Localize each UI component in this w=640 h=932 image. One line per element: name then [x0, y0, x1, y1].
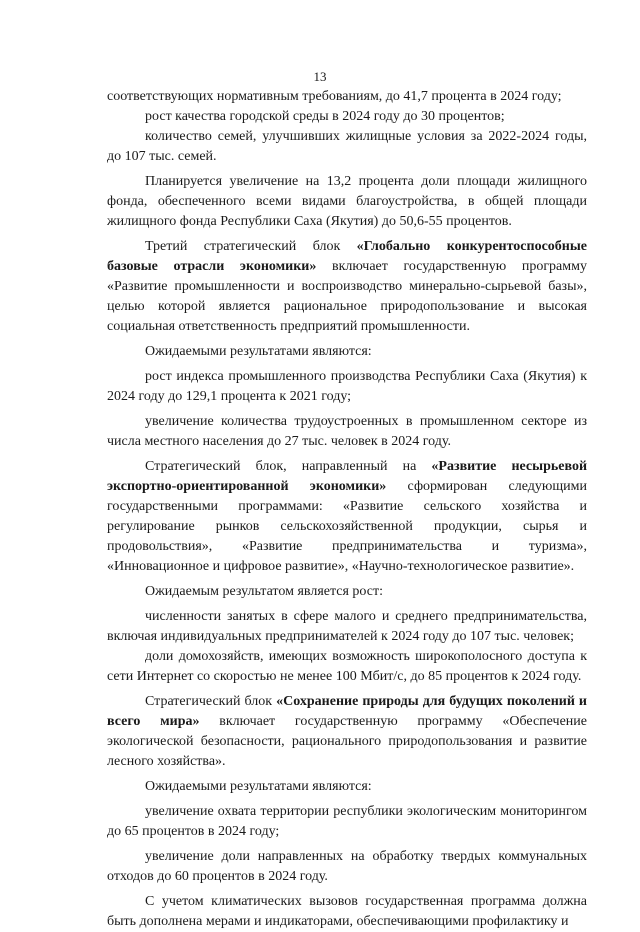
paragraph: увеличение количества трудоустроенных в промышленном секторе из числа местного населения до 27 тыс. человек в 2024 году.	[107, 414, 587, 449]
paragraph: С учетом климатических вызовов государственная программа должна быть дополнена мерами и индикаторами, обеспечивающими профилактику и	[107, 894, 587, 929]
paragraph-text: Стратегический блок	[145, 694, 277, 709]
paragraph: Ожидаемым результатом является рост:	[145, 584, 383, 599]
bold-heading: «Сохранение природы для будущих поколений и всего мира»	[107, 694, 587, 729]
paragraph	[107, 457, 587, 577]
paragraph: доли домохозяйств, имеющих возможность широкополосного доступа к сети Интернет со скоростью не менее 100 Мбит/с, до 85 процентов к 2024 году.	[107, 649, 587, 684]
paragraph-text: сформирован следующими государственными программами: «Развитие сельского хозяйства и регулирование рынков сельскохозяйственной продукции, сырья и продовольствия», «Развитие предпринимательства и туризма», «Инновационное и цифровое развитие», «Научно-технологическое развитие».	[107, 479, 587, 574]
paragraph-text: Стратегический блок, направленный на	[145, 459, 432, 474]
paragraph-text: включает государственную программу «Обеспечение экологической безопасности, рационального природопользования и развитие лесного хозяйства».	[107, 714, 587, 769]
paragraph: Ожидаемыми результатами являются:	[145, 344, 372, 359]
paragraph: увеличение доли направленных на обработку твердых коммунальных отходов до 60 процентов в 2024 году.	[107, 849, 587, 884]
bold-heading: «Развитие несырьевой экспортно-ориентированной экономики»	[107, 459, 588, 494]
paragraph: Ожидаемыми результатами являются:	[145, 779, 372, 794]
paragraph	[107, 692, 587, 772]
paragraph: численности занятых в сфере малого и среднего предпринимательства, включая индивидуальных предпринимателей к 2024 году до 107 тыс. человек;	[107, 609, 587, 644]
paragraph-text: Третий стратегический блок	[145, 239, 357, 254]
paragraph: увеличение охвата территории республики экологическим мониторингом до 65 процентов в 2024 году;	[107, 804, 587, 839]
paragraph: рост индекса промышленного производства Республики Саха (Якутия) к 2024 году до 129,1 процента к 2021 году;	[107, 369, 587, 404]
page-number: 13	[313, 69, 327, 84]
paragraph: рост качества городской среды в 2024 году до 30 процентов;	[145, 109, 505, 124]
paragraph	[107, 237, 587, 337]
paragraph: соответствующих нормативным требованиям, до 41,7 процента в 2024 году;	[107, 89, 562, 104]
paragraph: количество семей, улучшивших жилищные условия за 2022-2024 годы, до 107 тыс. семей.	[107, 129, 587, 164]
document-body	[107, 87, 587, 932]
paragraph: Планируется увеличение на 13,2 процента доли площади жилищного фонда, обеспеченного всеми видами благоустройства, в общей площади жилищного фонда Республики Саха (Якутия) до 50,6-55 процентов.	[107, 174, 587, 229]
paragraph-text: включает государственную программу «Развитие промышленности и воспроизводство минерально-сырьевой базы», целью которой является рациональное природопользование и высокая социальная ответственность предприятий промышленности.	[107, 259, 587, 334]
bold-heading: «Глобально конкурентоспособные базовые отрасли экономики»	[107, 239, 587, 274]
